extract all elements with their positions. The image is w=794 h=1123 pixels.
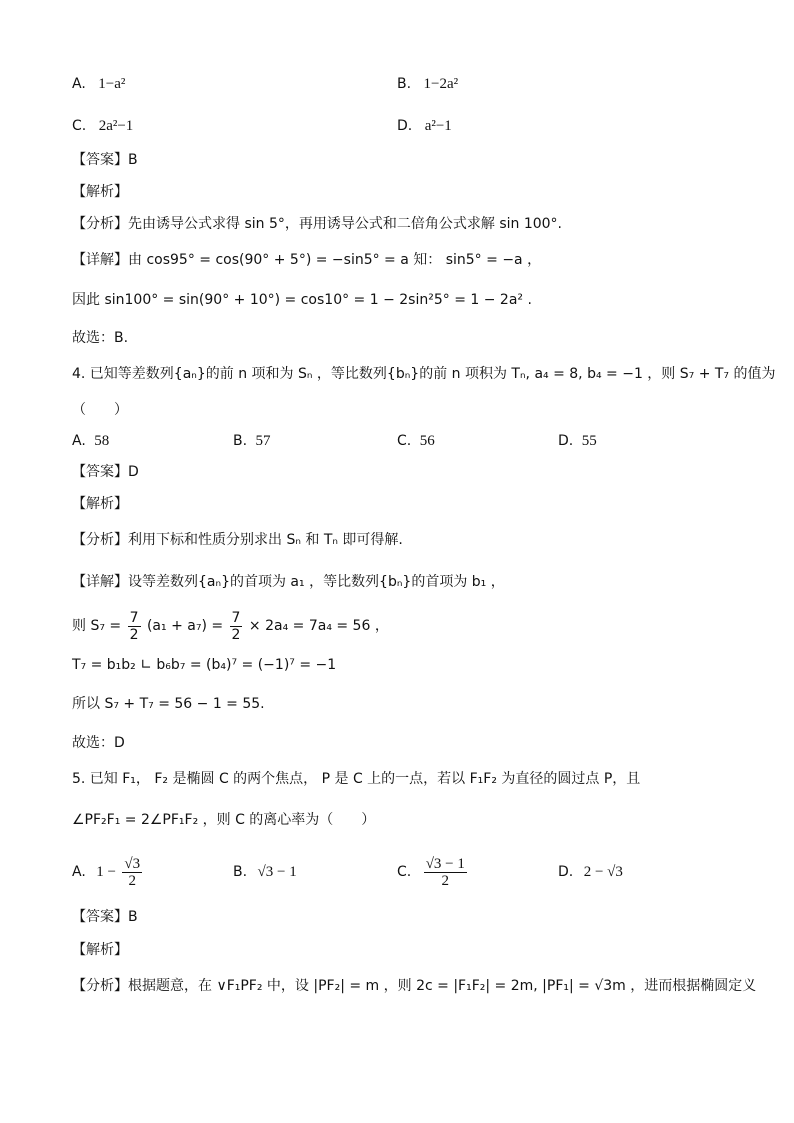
q4-s7-fraction-1-den: 2: [129, 626, 139, 643]
q3-option-a: [72, 74, 125, 94]
q5-option-a-num: √3: [124, 855, 141, 872]
q3-detail-line-1: 【详解】由 cos95° = cos(90° + 5°) = −sin5° = a 知： sin5° = −a ，: [72, 252, 542, 268]
q5-option-a: [72, 852, 144, 892]
q3-jiexi-heading: 【解析】: [72, 184, 128, 200]
q4-option-a-label: A.: [72, 433, 86, 449]
q5-option-a-fraction: [122, 856, 142, 889]
q4-s7-line: [72, 606, 389, 646]
q5-option-a-label: A.: [72, 864, 86, 880]
q5-stem-line-2: ∠PF₂F₁ = 2∠PF₁F₂ ，则 C 的离心率为（ ）: [72, 812, 376, 828]
q4-s7-fraction-1: [128, 610, 141, 643]
q3-option-d: [397, 116, 452, 136]
q4-detail-line-1: 【详解】设等差数列{aₙ}的首项为 a₁ ，等比数列{bₙ}的首项为 b₁ ，: [72, 574, 505, 590]
q3-option-c-text: 2a²−1: [98, 118, 134, 134]
q5-option-c-fraction: [424, 856, 467, 889]
q4-option-c-label: C.: [397, 433, 412, 449]
q3-option-b: [397, 74, 458, 94]
q5-analysis: 【分析】根据题意，在 ∨F₁PF₂ 中，设 |PF₂| = m ，则 2c = |F₁F₂| = 2m, |PF₁| = √3m ，进而根据椭圆定义: [72, 978, 757, 994]
q4-option-b: [233, 431, 271, 451]
q5-option-d: [558, 862, 623, 882]
q5-option-c: [397, 852, 469, 892]
q3-option-b-label: B.: [397, 76, 412, 92]
q5-option-a-pre: 1 −: [96, 864, 116, 880]
q5-option-b: [233, 862, 297, 882]
q5-jiexi-heading: 【解析】: [72, 942, 128, 958]
q3-analysis: 【分析】先由诱导公式求得 sin 5°，再用诱导公式和二倍角公式求解 sin 100°.: [72, 216, 562, 232]
q5-option-b-label: B.: [233, 864, 248, 880]
q3-option-d-label: D.: [397, 118, 413, 134]
q4-s7-prefix: 则 S₇ =: [72, 618, 122, 634]
q4-answer-paren: （ ）: [72, 402, 128, 418]
q5-option-c-den: 2: [441, 872, 450, 889]
q4-jiexi-heading: 【解析】: [72, 496, 128, 512]
q4-option-d-text: 55: [581, 433, 597, 449]
q5-option-c-num: √3 − 1: [425, 855, 465, 872]
q5-option-a-den: 2: [128, 872, 137, 889]
q4-sum-line: 所以 S₇ + T₇ = 56 − 1 = 55.: [72, 696, 265, 712]
q3-option-c-label: C.: [72, 118, 87, 134]
q4-s7-fraction-2-den: 2: [231, 626, 241, 643]
q4-option-d: [558, 431, 597, 451]
q5-answer: 【答案】B: [72, 909, 138, 925]
q3-option-c: [72, 116, 133, 136]
q4-analysis: 【分析】利用下标和性质分别求出 Sₙ 和 Tₙ 即可得解.: [72, 532, 403, 548]
q4-option-d-label: D.: [558, 433, 574, 449]
q5-stem-line-1: 5. 已知 F₁， F₂ 是椭圆 C 的两个焦点， P 是 C 上的一点，若以 F₁F₂ 为直径的圆过点 P，且: [72, 771, 641, 787]
q3-option-b-text: 1−2a²: [423, 76, 459, 92]
q4-option-a: [72, 431, 109, 451]
q4-stem: 4. 已知等差数列{aₙ}的前 n 项和为 Sₙ ，等比数列{bₙ}的前 n 项积为 Tₙ, a₄ = 8, b₄ = −1 ，则 S₇ + T₇ 的值为: [72, 366, 776, 382]
q5-option-c-label: C.: [397, 864, 412, 880]
q4-option-b-text: 57: [255, 433, 271, 449]
q5-option-d-text: 2 − √3: [583, 864, 623, 880]
q4-s7-fraction-1-num: 7: [129, 609, 139, 626]
q4-option-a-text: 58: [94, 433, 110, 449]
q3-detail-line-2: 因此 sin100° = sin(90° + 10°) = cos10° = 1 − 2sin²5° = 1 − 2a² .: [72, 292, 532, 308]
q3-answer: 【答案】B: [72, 152, 138, 168]
q4-option-c: [397, 431, 435, 451]
q3-option-a-label: A.: [72, 76, 86, 92]
q4-s7-fraction-2-num: 7: [231, 609, 241, 626]
q4-option-b-label: B.: [233, 433, 248, 449]
q3-conclusion: 故选：B.: [72, 330, 129, 346]
q4-t7-line: T₇ = b₁b₂ ∟ b₆b₇ = (b₄)⁷ = (−1)⁷ = −1: [72, 657, 337, 673]
q3-option-d-text: a²−1: [424, 118, 452, 134]
q4-option-c-text: 56: [419, 433, 435, 449]
q4-conclusion: 故选：D: [72, 735, 125, 751]
q4-s7-fraction-2: [230, 610, 243, 643]
q4-s7-mid: (a₁ + a₇) =: [146, 618, 224, 634]
q5-option-b-text: √3 − 1: [257, 864, 297, 880]
q3-option-a-text: 1−a²: [98, 76, 126, 92]
q5-option-d-label: D.: [558, 864, 574, 880]
q4-answer: 【答案】D: [72, 464, 139, 480]
q4-s7-suffix: × 2a₄ = 7a₄ = 56 ，: [248, 618, 389, 634]
